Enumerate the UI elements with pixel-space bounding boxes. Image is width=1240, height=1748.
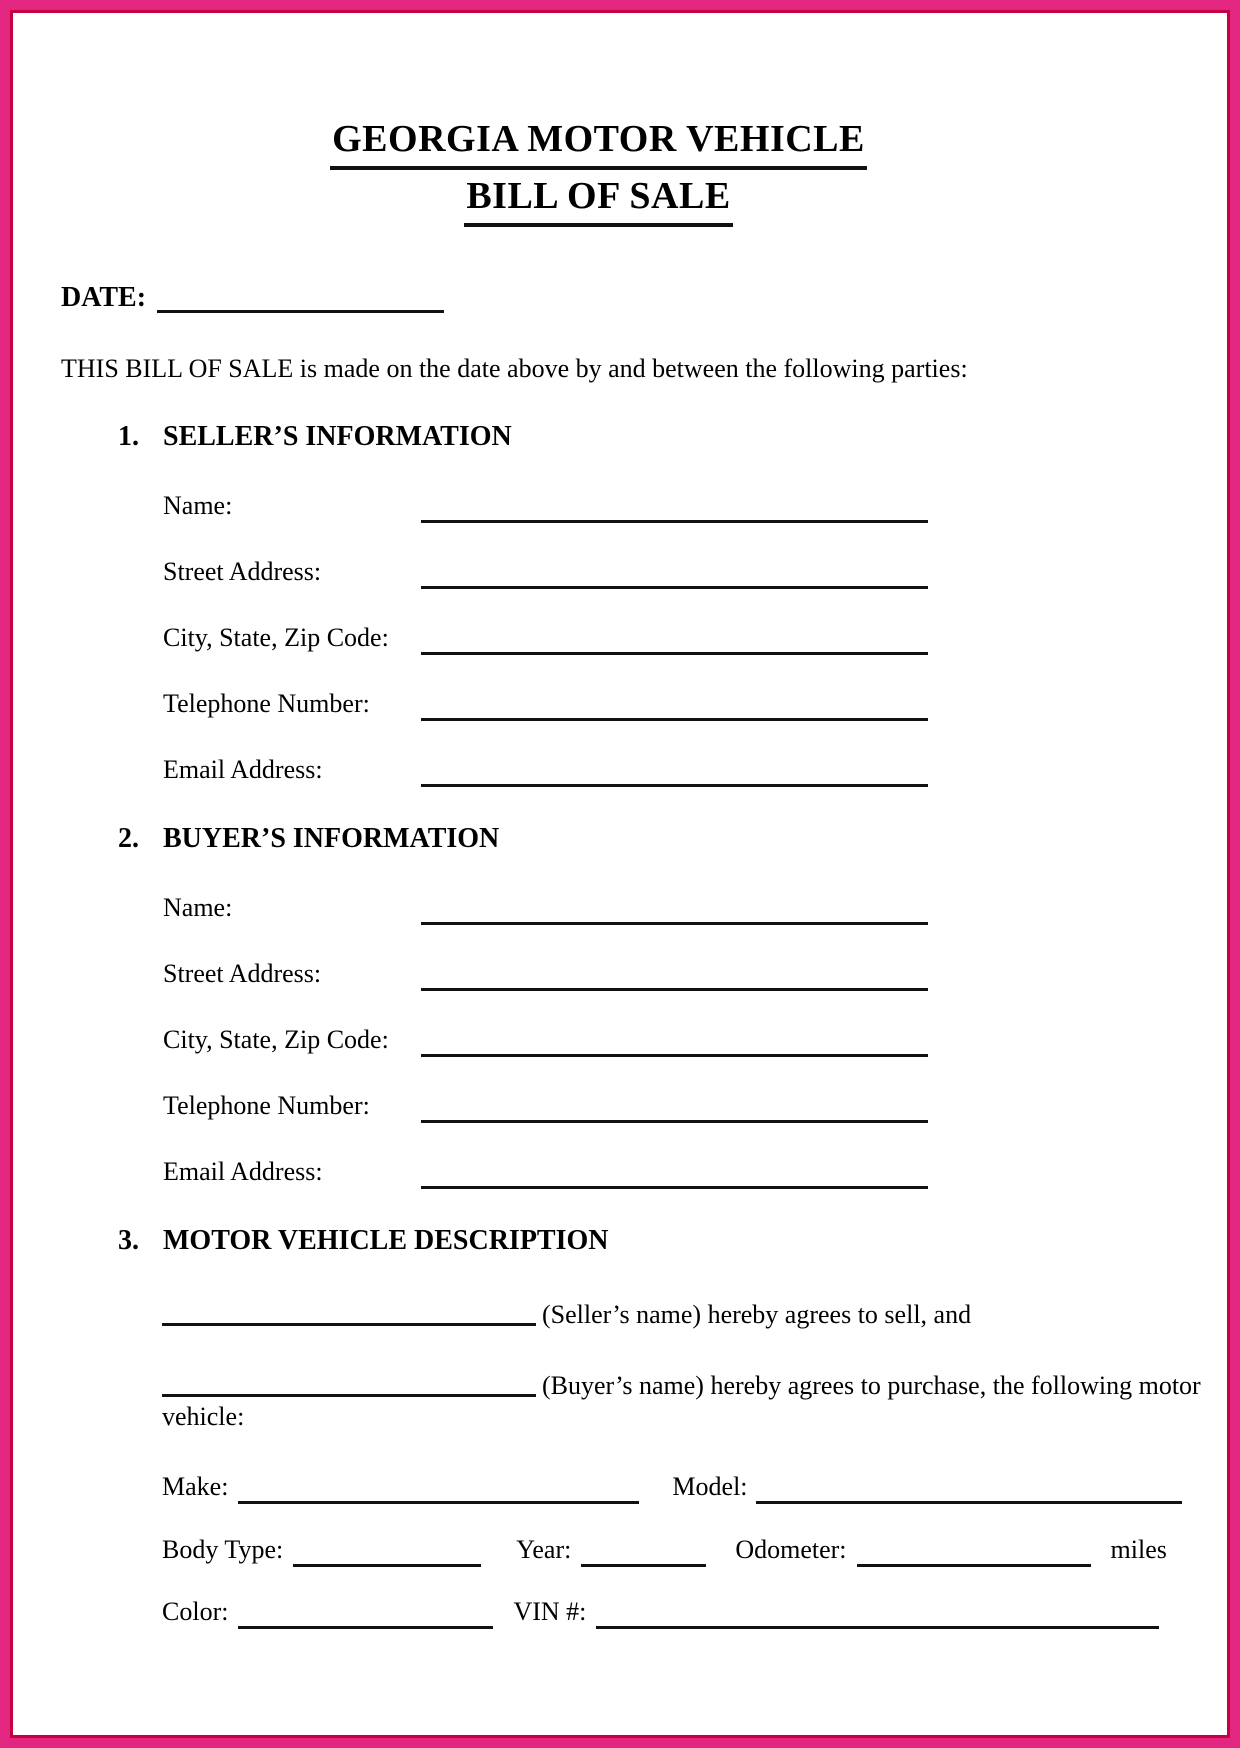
- body-type-label: Body Type:: [162, 1535, 284, 1564]
- field-row-seller-name: [163, 491, 1217, 523]
- miles-suffix: miles: [1110, 1535, 1167, 1564]
- buyer-clause: [162, 1366, 1230, 1432]
- seller-street-fill-line[interactable]: [421, 557, 928, 589]
- buyer-phone-fill-line[interactable]: [421, 1091, 928, 1123]
- buyer-street-label: Street Address:: [163, 959, 322, 988]
- seller-street-label: Street Address:: [163, 557, 322, 586]
- buyer-city-label: City, State, Zip Code:: [163, 1025, 389, 1054]
- buyer-fields: [61, 893, 1217, 1189]
- intro-text: THIS BILL OF SALE is made on the date above by and between the following parties:: [61, 354, 968, 383]
- seller-phone-fill-line[interactable]: [421, 689, 928, 721]
- section-buyer-title: BUYER’S INFORMATION: [163, 823, 500, 854]
- buyer-clause-text: (Buyer’s name) hereby agrees to purchase, the following motor vehicle:: [162, 1371, 1201, 1431]
- color-label: Color:: [162, 1597, 229, 1626]
- field-row-buyer-email: [163, 1157, 1217, 1189]
- color-fill-line[interactable]: [238, 1597, 493, 1629]
- form-title: [61, 113, 1136, 227]
- buyer-city-fill-line[interactable]: [421, 1025, 928, 1057]
- section-vehicle-title: MOTOR VEHICLE DESCRIPTION: [163, 1225, 609, 1256]
- seller-name-label: Name:: [163, 491, 233, 520]
- section-seller: [61, 421, 1217, 787]
- seller-name-clause-fill-line[interactable]: [162, 1298, 536, 1326]
- field-row-seller-street: [163, 557, 1217, 589]
- date-fill-line[interactable]: [157, 279, 444, 313]
- seller-phone-label: Telephone Number:: [163, 689, 370, 718]
- document-content: [13, 13, 1227, 1629]
- odometer-label: Odometer:: [735, 1535, 847, 1564]
- field-row-buyer-name: [163, 893, 1217, 925]
- seller-clause-text: (Seller’s name) hereby agrees to sell, and: [542, 1300, 972, 1329]
- field-row-buyer-street: [163, 959, 1217, 991]
- section-buyer-number: 2.: [118, 823, 139, 854]
- seller-email-label: Email Address:: [163, 755, 323, 784]
- seller-fields: [61, 491, 1217, 787]
- make-model-row: [162, 1472, 1217, 1504]
- buyer-street-fill-line[interactable]: [421, 959, 928, 991]
- model-fill-line[interactable]: [756, 1472, 1182, 1504]
- field-row-buyer-city: [163, 1025, 1217, 1057]
- seller-name-fill-line[interactable]: [421, 491, 928, 523]
- document-page: [10, 10, 1230, 1738]
- buyer-name-clause-fill-line[interactable]: [162, 1369, 536, 1397]
- form-title-line1: GEORGIA MOTOR VEHICLE: [330, 113, 867, 170]
- section-seller-number: 1.: [118, 421, 139, 452]
- buyer-name-label: Name:: [163, 893, 233, 922]
- vin-fill-line[interactable]: [596, 1597, 1159, 1629]
- section-vehicle-number: 3.: [118, 1225, 139, 1256]
- seller-clause: [162, 1295, 1230, 1330]
- date-label: DATE:: [61, 282, 147, 313]
- field-row-buyer-phone: [163, 1091, 1217, 1123]
- make-fill-line[interactable]: [238, 1472, 639, 1504]
- date-row: [61, 279, 1217, 313]
- section-seller-title: SELLER’S INFORMATION: [163, 421, 512, 452]
- field-row-seller-phone: [163, 689, 1217, 721]
- seller-email-fill-line[interactable]: [421, 755, 928, 787]
- seller-city-fill-line[interactable]: [421, 623, 928, 655]
- seller-city-label: City, State, Zip Code:: [163, 623, 389, 652]
- body-type-fill-line[interactable]: [293, 1535, 481, 1567]
- buyer-name-fill-line[interactable]: [421, 893, 928, 925]
- buyer-email-label: Email Address:: [163, 1157, 323, 1186]
- field-row-seller-email: [163, 755, 1217, 787]
- section-seller-heading: [61, 421, 1217, 453]
- form-title-line2: BILL OF SALE: [464, 170, 732, 227]
- section-vehicle-heading: [61, 1225, 1217, 1257]
- buyer-email-fill-line[interactable]: [421, 1157, 928, 1189]
- body-year-odometer-row: [162, 1535, 1217, 1567]
- section-buyer: [61, 823, 1217, 1189]
- year-fill-line[interactable]: [581, 1535, 706, 1567]
- model-label: Model:: [672, 1472, 748, 1501]
- vin-label: VIN #:: [513, 1597, 587, 1626]
- buyer-phone-label: Telephone Number:: [163, 1091, 370, 1120]
- section-vehicle: [61, 1225, 1217, 1629]
- make-label: Make:: [162, 1472, 229, 1501]
- field-row-seller-city: [163, 623, 1217, 655]
- odometer-fill-line[interactable]: [857, 1535, 1091, 1567]
- color-vin-row: [162, 1597, 1217, 1629]
- year-label: Year:: [516, 1535, 572, 1564]
- section-buyer-heading: [61, 823, 1217, 855]
